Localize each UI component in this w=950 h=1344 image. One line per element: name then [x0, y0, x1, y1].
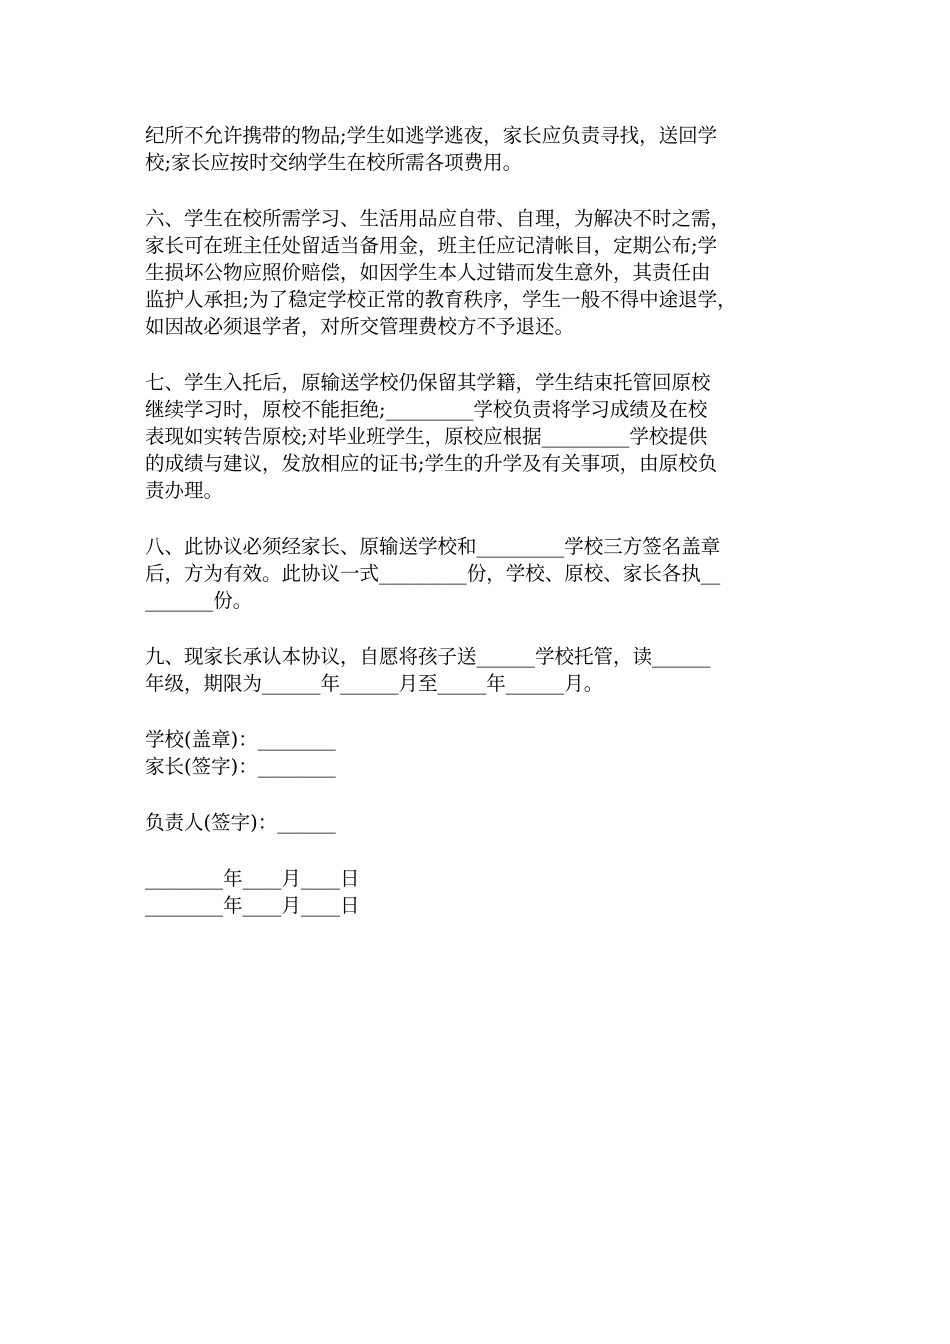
paragraph-clause-9 [145, 643, 815, 697]
text-line: 纪所不允许携带的物品;学生如逃学逃夜，家长应负责寻找，送回学 [145, 124, 718, 147]
text-line: 七、学生入托后，原输送学校仍保留其学籍，学生结束托管回原校 [145, 371, 711, 394]
paragraph-clause-7 [145, 369, 815, 504]
text-line: 年级，期限为______年______月至_____年______月。 [145, 672, 604, 695]
person-in-charge-block [145, 809, 815, 836]
school-seal-line: 学校(盖章)：________ [145, 728, 336, 751]
text-line: 表现如实转告原校;对毕业班学生，原校应根据_________学校提供 [145, 425, 708, 448]
paragraph-clause-6 [145, 205, 815, 340]
date-block [145, 865, 815, 919]
text-line: _______份。 [145, 589, 253, 612]
text-line: 如因故必须退学者，对所交管理费校方不予退还。 [145, 315, 575, 338]
text-line: 监护人承担;为了稳定学校正常的教育秩序，学生一般不得中途退学， [145, 288, 737, 311]
date-line: ________年____月____日 [145, 894, 360, 917]
text-line: 后，方为有效。此协议一式_________份，学校、原校、家长各执__ [145, 562, 721, 585]
text-line: 生损坏公物应照价赔偿，如因学生本人过错而发生意外，其责任由 [145, 261, 711, 284]
text-line: 责办理。 [145, 479, 224, 502]
text-line: 的成绩与建议，发放相应的证书;学生的升学及有关事项，由原校负 [145, 452, 718, 475]
person-in-charge-signature-line: 负责人(签字)：______ [145, 811, 336, 834]
text-line: 六、学生在校所需学习、生活用品应自带、自理，为解决不时之需， [145, 207, 731, 230]
paragraph-continuation [145, 122, 815, 176]
text-line: 继续学习时，原校不能拒绝;_________学校负责将学习成绩及在校 [145, 398, 708, 421]
signature-block [145, 726, 815, 780]
date-line: ________年____月____日 [145, 867, 360, 890]
parent-signature-line: 家长(签字)：________ [145, 755, 336, 778]
text-line: 九、现家长承认本协议，自愿将孩子送______学校托管，读______ [145, 645, 711, 668]
paragraph-clause-8 [145, 533, 815, 614]
text-line: 家长可在班主任处留适当备用金，班主任应记清帐目，定期公布;学 [145, 234, 718, 257]
text-line: 八、此协议必须经家长、原输送学校和_________学校三方签名盖章 [145, 535, 721, 558]
document-body [145, 122, 815, 948]
text-line: 校;家长应按时交纳学生在校所需各项费用。 [145, 151, 523, 174]
